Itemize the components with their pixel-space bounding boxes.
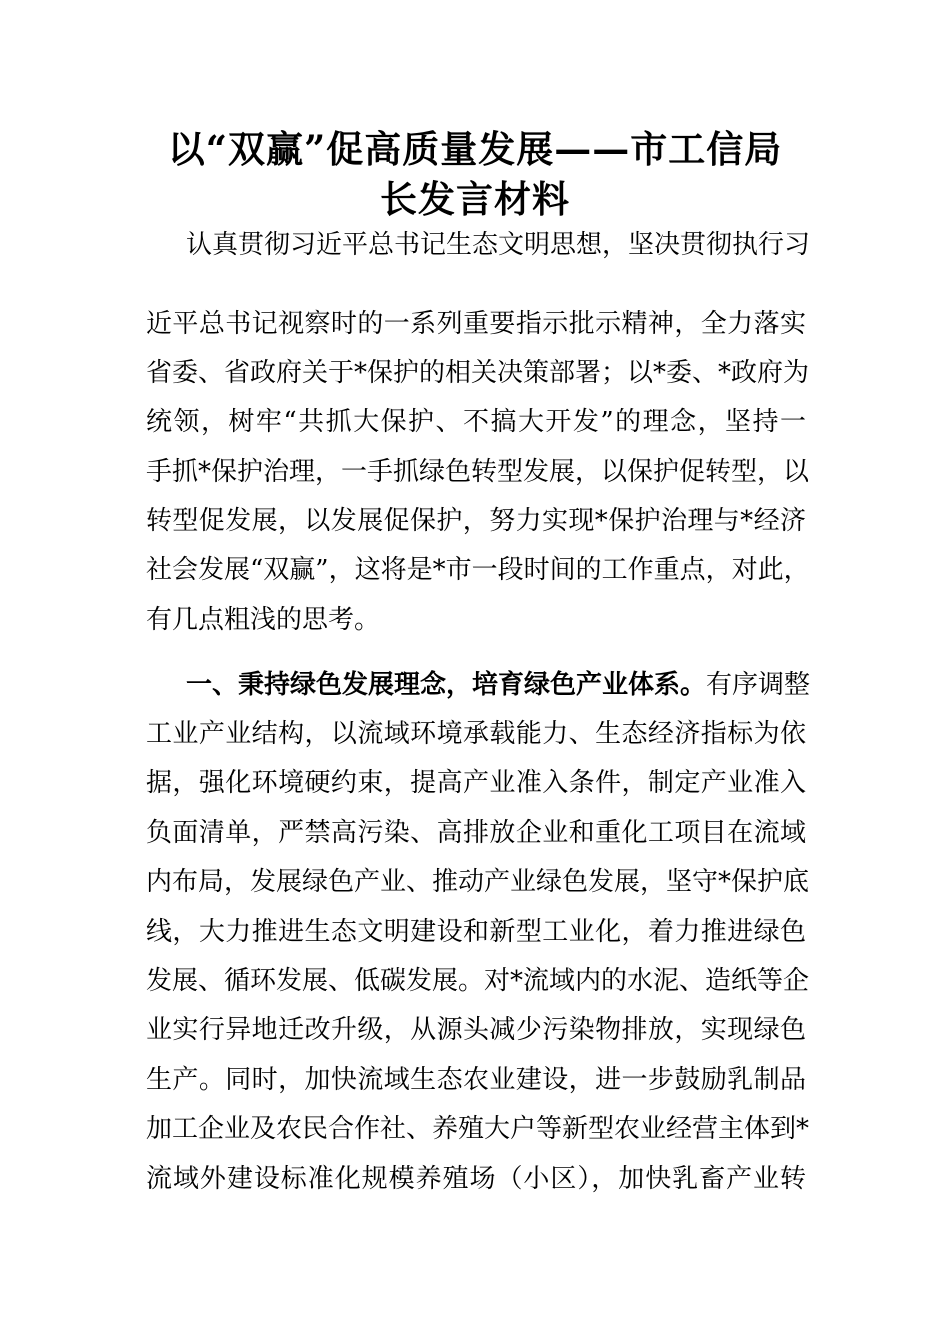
section-1-line-5: 内布局，发展绿色产业、推动产业绿色发展，坚守*保护底 xyxy=(146,867,810,897)
section-1-line-4: 负面清单，严禁高污染、高排放企业和重化工项目在流域 xyxy=(146,818,806,848)
section-1-line-6: 线，大力推进生态文明建设和新型工业化，着力推进绿色 xyxy=(146,917,806,947)
section-1-heading: 一、秉持绿色发展理念，培育绿色产业体系。 xyxy=(186,670,707,700)
section-1-line-11: 流域外建设标准化规模养殖场（小区），加快乳畜产业转 xyxy=(146,1164,806,1194)
paragraph-1-line-7: 社会发展“双赢”，这将是*市一段时间的工作重点，对此， xyxy=(146,555,810,585)
document-title-line-2: 长发言材料 xyxy=(380,177,570,221)
document-title-line-1: 以“双赢”促高质量发展——市工信局 xyxy=(167,127,783,171)
section-1-line-3: 据，强化环境硬约束，提高产业准入条件，制定产业准入 xyxy=(146,768,806,798)
paragraph-1-line-1: 认真贯彻习近平总书记生态文明思想，坚决贯彻执行习 xyxy=(186,230,811,260)
section-1-line-8: 业实行异地迁改升级，从源头减少污染物排放，实现绿色 xyxy=(146,1015,806,1045)
paragraph-1-line-4: 统领，树牢“共抓大保护、不搞大开发”的理念，坚持一 xyxy=(146,407,806,437)
paragraph-1-line-8: 有几点粗浅的思考。 xyxy=(146,605,381,635)
section-1-line-7: 发展、循环发展、低碳发展。对*流域内的水泥、造纸等企 xyxy=(146,966,810,996)
paragraph-1-line-2: 近平总书记视察时的一系列重要指示批示精神，全力落实 xyxy=(146,309,806,339)
section-1-line-1 xyxy=(186,662,811,708)
section-1-line-2: 工业产业结构，以流域环境承载能力、生态经济指标为依 xyxy=(146,719,806,749)
section-1-line-9: 生产。同时，加快流域生态农业建设，进一步鼓励乳制品 xyxy=(146,1065,806,1095)
paragraph-1-line-5: 手抓*保护治理，一手抓绿色转型发展，以保护促转型，以 xyxy=(146,457,810,487)
section-1-line-10: 加工企业及农民合作社、养殖大户等新型农业经营主体到* xyxy=(146,1114,810,1144)
paragraph-1-line-6: 转型促发展，以发展促保护，努力实现*保护治理与*经济 xyxy=(146,506,806,536)
section-1-heading-tail: 有序调整 xyxy=(706,670,811,700)
paragraph-1-line-3: 省委、省政府关于*保护的相关决策部署；以*委、*政府为 xyxy=(146,358,810,388)
